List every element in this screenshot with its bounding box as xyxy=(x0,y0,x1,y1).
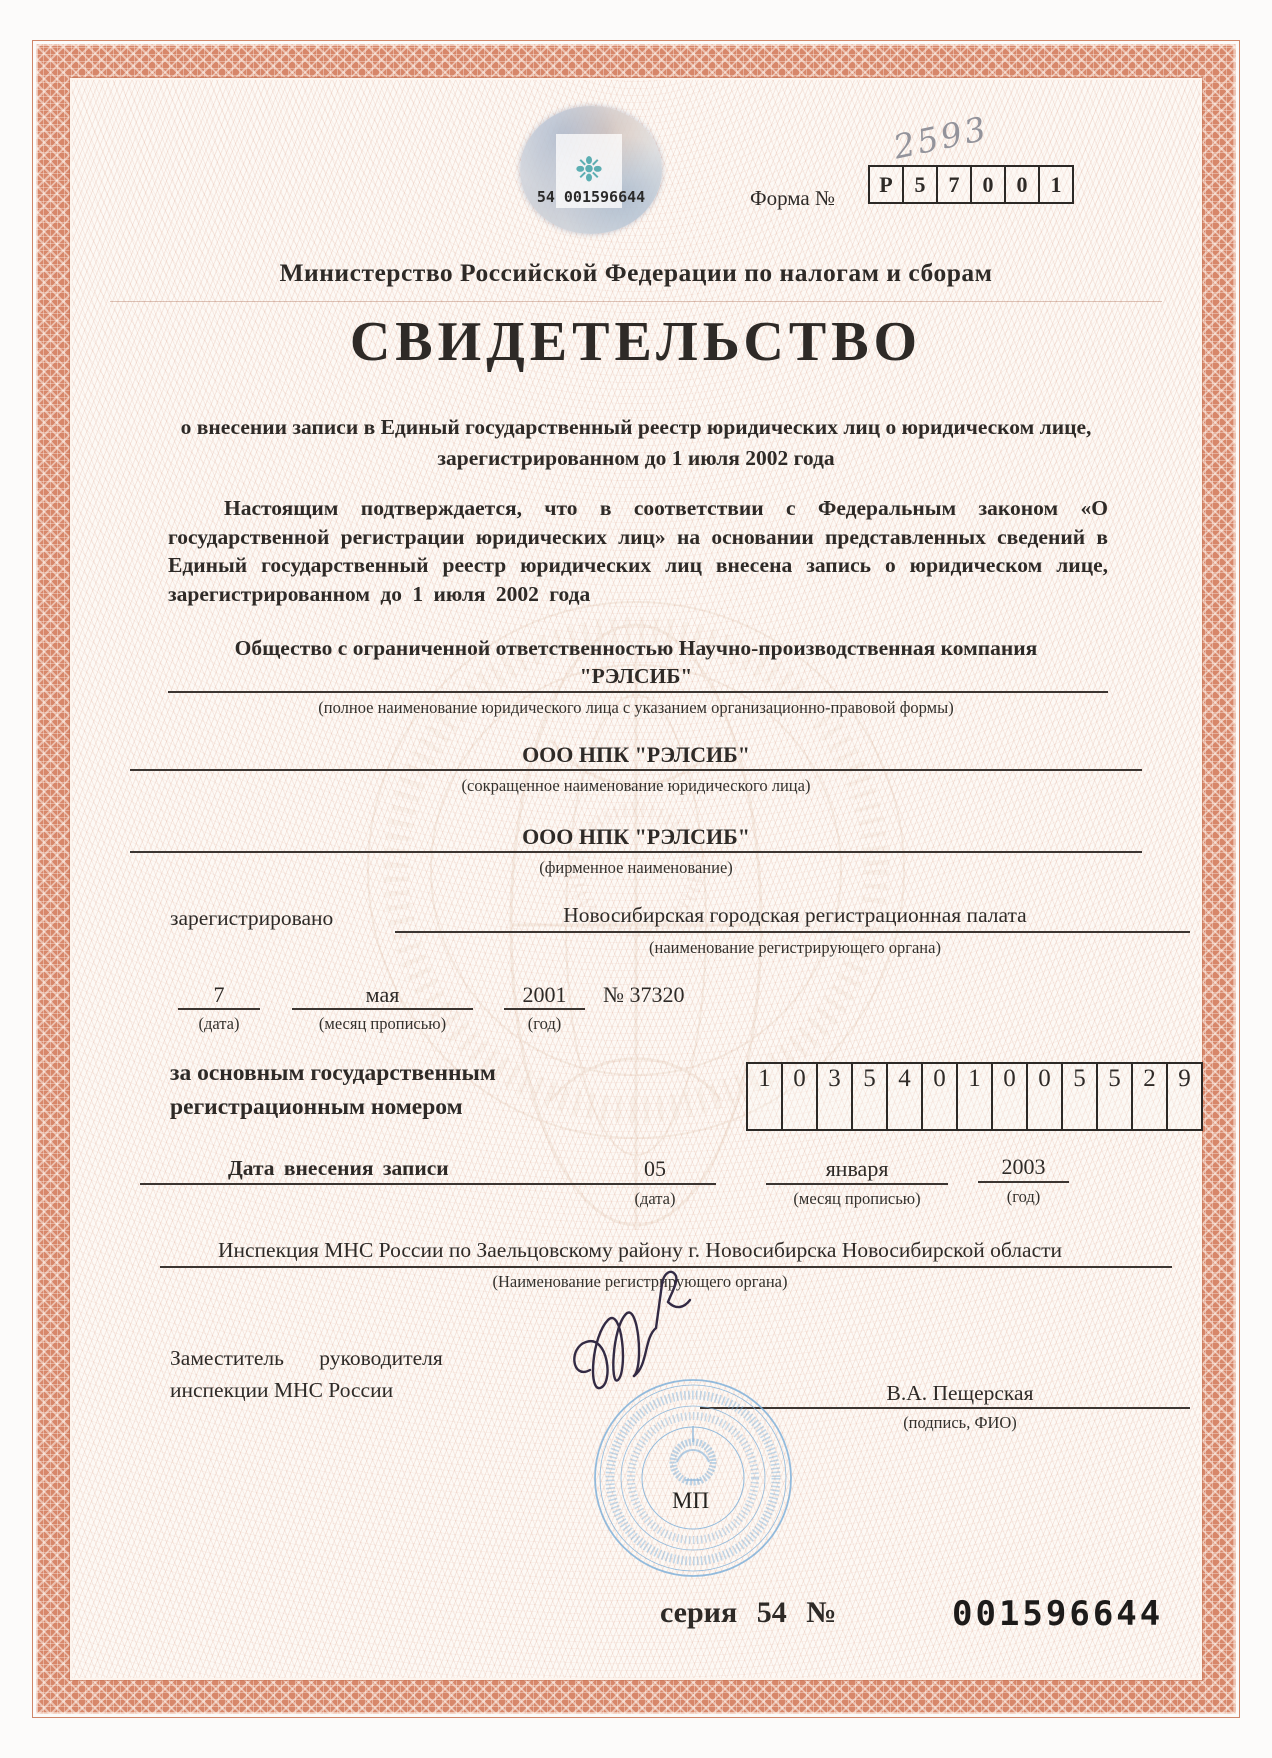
record-date-label-underline xyxy=(140,1183,716,1185)
signer-caption: (подпись, ФИО) xyxy=(903,1413,1017,1432)
short-name-underline xyxy=(130,769,1142,771)
form-code-cell: 1 xyxy=(1040,165,1074,204)
ogrn-digit-cell: 9 xyxy=(1168,1062,1203,1131)
record-date-label: Дата внесения записи xyxy=(228,1156,449,1180)
firm-name-caption: (фирменное наименование) xyxy=(539,858,733,877)
short-name: ООО НПК "РЭЛСИБ" xyxy=(522,742,750,767)
ogrn-digit-cell: 0 xyxy=(783,1062,818,1131)
form-number-label: Форма № xyxy=(750,186,836,210)
firm-name-underline xyxy=(130,851,1142,853)
record-date-day: 05 xyxy=(644,1156,666,1181)
registered-label: зарегистрировано xyxy=(170,906,334,930)
full-name-underline xyxy=(168,691,1108,693)
full-name-line2: "РЭЛСИБ" xyxy=(579,664,693,688)
reg-date-month-underline xyxy=(292,1008,473,1010)
ogrn-digit-cell: 1 xyxy=(958,1062,993,1131)
record-date-month-caption: (месяц прописью) xyxy=(793,1189,921,1208)
inspection-org-caption: (Наименование регистрирующего органа) xyxy=(492,1272,788,1291)
stamp-place-label: МП xyxy=(672,1488,710,1513)
registering-org-value: Новосибирская городская регистрационная палата xyxy=(563,903,1027,927)
ogrn-digit-cell: 5 xyxy=(853,1062,888,1131)
registering-org-caption: (наименование регистрирующего органа) xyxy=(649,938,941,957)
record-date-day-caption: (дата) xyxy=(634,1189,676,1208)
handwritten-number: 2593 xyxy=(889,108,992,167)
series-number: 001596644 xyxy=(952,1594,1164,1634)
form-code-cell: 0 xyxy=(972,165,1006,204)
record-date-year: 2003 xyxy=(1001,1154,1046,1179)
reg-date-day-caption: (дата) xyxy=(198,1014,240,1033)
firm-name: ООО НПК "РЭЛСИБ" xyxy=(522,824,750,849)
form-code-cell: Р xyxy=(868,165,904,204)
record-date-year-caption: (год) xyxy=(1006,1187,1041,1206)
ogrn-digit-cell: 2 xyxy=(1133,1062,1168,1131)
reg-date-month-caption: (месяц прописью) xyxy=(318,1014,447,1033)
official-round-stamp xyxy=(591,1376,795,1580)
record-date-month-underline xyxy=(766,1183,948,1185)
form-code-cell: 5 xyxy=(904,165,938,204)
registering-org-underline xyxy=(395,931,1190,933)
record-date-month: января xyxy=(825,1156,889,1181)
reg-date-year: 2001 xyxy=(522,982,567,1007)
confirmation-paragraph: Настоящим подтверждается, что в соответствии с Федеральным законом «О государственной регистрации юридических лиц» на основании представленных сведений в Единый государственный реестр юридических лиц внесена запись о юридическом лице, зарегистрированном до 1 июля 2002 года xyxy=(168,496,1108,606)
ogrn-digit-cell: 5 xyxy=(1098,1062,1133,1131)
ogrn-digit-cell: 0 xyxy=(993,1062,1028,1131)
ogrn-digit-cell: 5 xyxy=(1063,1062,1098,1131)
reg-date-day: 7 xyxy=(213,982,225,1007)
document-subtitle: о внесении записи в Единый государственный реестр юридических лиц о юридическом лице, зарегистрированном до 1 июля 2002 года xyxy=(180,415,1092,470)
form-code-cell: 0 xyxy=(1006,165,1040,204)
reg-date-month: мая xyxy=(365,982,400,1007)
series-label: серия 54 № xyxy=(660,1596,837,1629)
inspection-org-value: Инспекция МНС России по Заельцовскому району г. Новосибирска Новосибирской области xyxy=(217,1238,1063,1262)
ministry-divider-line xyxy=(110,301,1162,302)
document-title: СВИДЕТЕЛЬСТВО xyxy=(349,311,923,373)
full-name-line1: Общество с ограниченной ответственностью Научно-производственная компания xyxy=(234,636,1038,660)
form-code-boxes xyxy=(868,165,1074,204)
signer-title-line1: Заместитель руководителя xyxy=(170,1346,443,1370)
short-name-caption: (сокращенное наименование юридического лица) xyxy=(461,776,811,795)
record-date-year-underline xyxy=(978,1181,1069,1183)
ogrn-digit-cell: 0 xyxy=(923,1062,958,1131)
ogrn-digit-cell: 4 xyxy=(888,1062,923,1131)
signer-title-line2: инспекции МНС России xyxy=(170,1378,394,1402)
signer-name: В.А. Пещерская xyxy=(886,1381,1034,1405)
ogrn-digit-boxes xyxy=(746,1062,1203,1131)
ogrn-label-line1: за основным государственным xyxy=(170,1060,496,1086)
reg-number: № 37320 xyxy=(603,982,685,1007)
ogrn-digit-cell: 3 xyxy=(818,1062,853,1131)
ogrn-digit-cell: 1 xyxy=(746,1062,783,1131)
hologram-serial-number: 54 001596644 xyxy=(536,188,646,206)
ogrn-label-line2: регистрационным номером xyxy=(170,1094,463,1120)
reg-date-year-underline xyxy=(504,1008,585,1010)
reg-date-day-underline xyxy=(178,1008,260,1010)
reg-date-year-caption: (год) xyxy=(527,1014,562,1033)
hologram-emblem-icon: ❉ xyxy=(574,152,604,189)
ministry-heading: Министерство Российской Федерации по налогам и сборам xyxy=(279,258,993,287)
full-name-caption: (полное наименование юридического лица с указанием организационно-правовой формы) xyxy=(318,698,954,717)
form-code-cell: 7 xyxy=(938,165,972,204)
hologram-sticker xyxy=(520,106,662,234)
ogrn-digit-cell: 0 xyxy=(1028,1062,1063,1131)
